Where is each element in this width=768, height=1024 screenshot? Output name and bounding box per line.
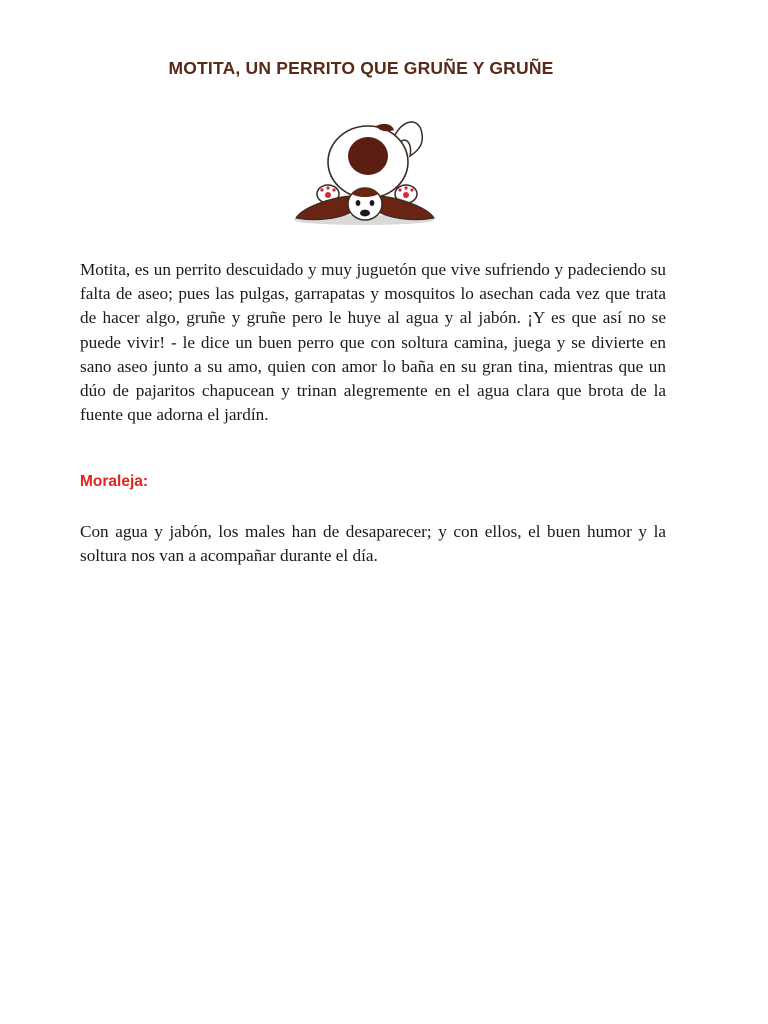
left-paw-toe-3 [332, 188, 335, 191]
moral-heading: Moraleja: [80, 473, 149, 490]
left-paw-pad-shape [325, 192, 331, 198]
right-paw-toe-3 [410, 188, 413, 191]
dog-illustration-svg [288, 112, 440, 230]
dog-right-eye [370, 200, 375, 206]
right-paw-toe-2 [404, 186, 407, 189]
dog-nose [360, 210, 370, 217]
page-title: MOTITA, UN PERRITO QUE GRUÑE Y GRUÑE [168, 58, 554, 78]
right-paw-pad-shape [403, 192, 409, 198]
cartoon-dog-icon [288, 112, 440, 230]
left-paw-toe-2 [326, 186, 329, 189]
moral-paragraph: Con agua y jabón, los males han de desaparecer; y con ellos, el buen humor y la soltura nos van a acompañar durante el día. [80, 522, 666, 566]
right-paw-toe-1 [398, 188, 401, 191]
dog-spot-shape [348, 137, 388, 175]
left-paw-toe-1 [320, 188, 323, 191]
story-paragraph: Motita, es un perrito descuidado y muy juguetón que vive sufriendo y padeciendo su falta de aseo; pues las pulgas, garrapatas y mosquitos lo asechan cada vez que trata de hacer algo, gruñe y gruñe pero le huye al agua y al jabón. ¡Y es que así no se puede vivir! - le dice un buen perro que con soltura camina, juega y se divierte en sano aseo junto a su amo, quien con amor lo baña en su gran tina, mientras que un dúo de pajaritos chapucean y trinan alegremente en el agua clara que brota de la fuente que adorna el jardín. [80, 260, 666, 425]
dog-left-eye [356, 200, 361, 206]
